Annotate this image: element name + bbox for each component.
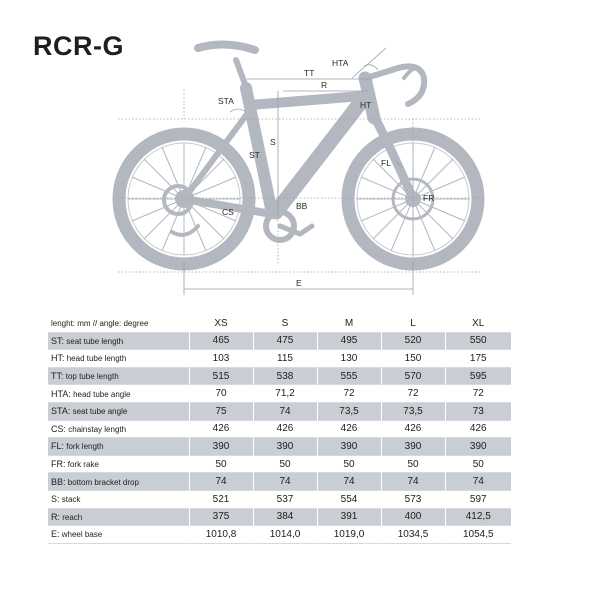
value-cell: 50 <box>189 455 253 473</box>
value-cell: 412,5 <box>445 508 511 526</box>
value-cell: 384 <box>253 508 317 526</box>
value-cell: 70 <box>189 385 253 403</box>
value-cell: 71,2 <box>253 385 317 403</box>
table-row <box>48 526 511 544</box>
measurement-name: fork length <box>66 442 104 452</box>
table-row <box>48 455 511 473</box>
table-row <box>48 420 511 438</box>
value-cell: 74 <box>317 473 381 491</box>
table-row <box>48 508 511 526</box>
value-cell: 50 <box>445 455 511 473</box>
value-cell: 391 <box>317 508 381 526</box>
value-cell: 1014,0 <box>253 526 317 544</box>
measurement-label <box>48 455 189 473</box>
size-header: L <box>381 315 445 332</box>
geometry-table <box>48 315 511 544</box>
table-row <box>48 402 511 420</box>
value-cell: 1054,5 <box>445 526 511 544</box>
value-cell: 103 <box>189 350 253 368</box>
value-cell: 555 <box>317 367 381 385</box>
measurement-name: top tube length <box>65 372 119 382</box>
measurement-name: fork rake <box>67 460 99 470</box>
value-cell: 150 <box>381 350 445 368</box>
measurement-code: ST: <box>51 335 65 346</box>
measurement-name: bottom bracket drop <box>67 477 139 487</box>
label-sta: STA <box>218 96 234 106</box>
value-cell: 375 <box>189 508 253 526</box>
measurement-name: reach <box>62 512 83 522</box>
value-cell: 426 <box>317 420 381 438</box>
measurement-code: HT: <box>51 353 65 364</box>
measurement-label <box>48 402 189 420</box>
value-cell: 50 <box>381 455 445 473</box>
measurement-name: wheel base <box>61 530 103 540</box>
value-cell: 72 <box>317 385 381 403</box>
value-cell: 74 <box>253 473 317 491</box>
measurement-code: FR: <box>51 459 66 470</box>
table-row <box>48 367 511 385</box>
measurement-code: S: <box>51 494 60 505</box>
value-cell: 73 <box>445 402 511 420</box>
value-cell: 537 <box>253 490 317 508</box>
value-cell: 595 <box>445 367 511 385</box>
value-cell: 426 <box>253 420 317 438</box>
value-cell: 390 <box>253 438 317 456</box>
measurement-code: R: <box>51 511 60 522</box>
value-cell: 390 <box>381 438 445 456</box>
label-fr: FR <box>423 193 435 203</box>
value-cell: 426 <box>189 420 253 438</box>
measurement-code: BB: <box>51 476 66 487</box>
measurement-code: E: <box>51 529 60 540</box>
value-cell: 554 <box>317 490 381 508</box>
measurement-label <box>48 332 189 350</box>
label-cs: CS <box>222 207 234 217</box>
measurement-code: STA: <box>51 406 71 417</box>
measurement-name: seat tube angle <box>72 407 128 417</box>
measurement-label <box>48 490 189 508</box>
value-cell: 390 <box>445 438 511 456</box>
measurement-label <box>48 350 189 368</box>
table-header-row <box>48 315 511 332</box>
measurement-name: chainstay length <box>68 424 127 434</box>
label-hta: HTA <box>332 58 349 68</box>
value-cell: 426 <box>445 420 511 438</box>
value-cell: 73,5 <box>381 402 445 420</box>
table-row <box>48 332 511 350</box>
measurement-code: CS: <box>51 423 67 434</box>
measurement-label <box>48 385 189 403</box>
value-cell: 73,5 <box>317 402 381 420</box>
label-bb: BB <box>296 201 308 211</box>
measurement-label <box>48 508 189 526</box>
size-header: S <box>253 315 317 332</box>
table-row <box>48 385 511 403</box>
value-cell: 550 <box>445 332 511 350</box>
size-header: XS <box>189 315 253 332</box>
measurement-label <box>48 438 189 456</box>
label-ht: HT <box>360 100 372 110</box>
measurement-code: HTA: <box>51 388 71 399</box>
measurement-code: TT: <box>51 371 64 382</box>
value-cell: 74 <box>253 402 317 420</box>
value-cell: 390 <box>189 438 253 456</box>
value-cell: 465 <box>189 332 253 350</box>
value-cell: 400 <box>381 508 445 526</box>
value-cell: 72 <box>445 385 511 403</box>
size-header: M <box>317 315 381 332</box>
value-cell: 1034,5 <box>381 526 445 544</box>
label-r: R <box>321 80 328 90</box>
label-fl: FL <box>381 158 391 168</box>
value-cell: 130 <box>317 350 381 368</box>
header-units-label: lenght: mm // angle: degree <box>51 318 149 328</box>
value-cell: 1019,0 <box>317 526 381 544</box>
value-cell: 538 <box>253 367 317 385</box>
measurement-name: head tube length <box>66 354 127 364</box>
value-cell: 521 <box>189 490 253 508</box>
measurement-label <box>48 367 189 385</box>
label-tt: TT <box>304 68 315 78</box>
table-row <box>48 350 511 368</box>
value-cell: 495 <box>317 332 381 350</box>
measurement-label <box>48 473 189 491</box>
value-cell: 520 <box>381 332 445 350</box>
table-row <box>48 473 511 491</box>
table-row <box>48 438 511 456</box>
size-header: XL <box>445 315 511 332</box>
page-title: RCR-G <box>33 31 124 61</box>
measurement-label <box>48 526 189 544</box>
value-cell: 597 <box>445 490 511 508</box>
value-cell: 74 <box>381 473 445 491</box>
value-cell: 175 <box>445 350 511 368</box>
value-cell: 390 <box>317 438 381 456</box>
measurement-name: head tube angle <box>73 389 131 399</box>
label-s: S <box>270 137 276 147</box>
label-st: ST <box>249 150 260 160</box>
value-cell: 50 <box>317 455 381 473</box>
value-cell: 50 <box>253 455 317 473</box>
value-cell: 74 <box>445 473 511 491</box>
value-cell: 115 <box>253 350 317 368</box>
value-cell: 72 <box>381 385 445 403</box>
measurement-code: FL: <box>51 441 65 452</box>
value-cell: 426 <box>381 420 445 438</box>
value-cell: 75 <box>189 402 253 420</box>
measurement-name: stack <box>61 495 81 505</box>
table-row <box>48 490 511 508</box>
value-cell: 74 <box>189 473 253 491</box>
value-cell: 475 <box>253 332 317 350</box>
value-cell: 573 <box>381 490 445 508</box>
value-cell: 570 <box>381 367 445 385</box>
value-cell: 515 <box>189 367 253 385</box>
measurement-name: seat tube length <box>66 336 124 346</box>
label-e: E <box>296 278 302 288</box>
value-cell: 1010,8 <box>189 526 253 544</box>
measurement-label <box>48 420 189 438</box>
